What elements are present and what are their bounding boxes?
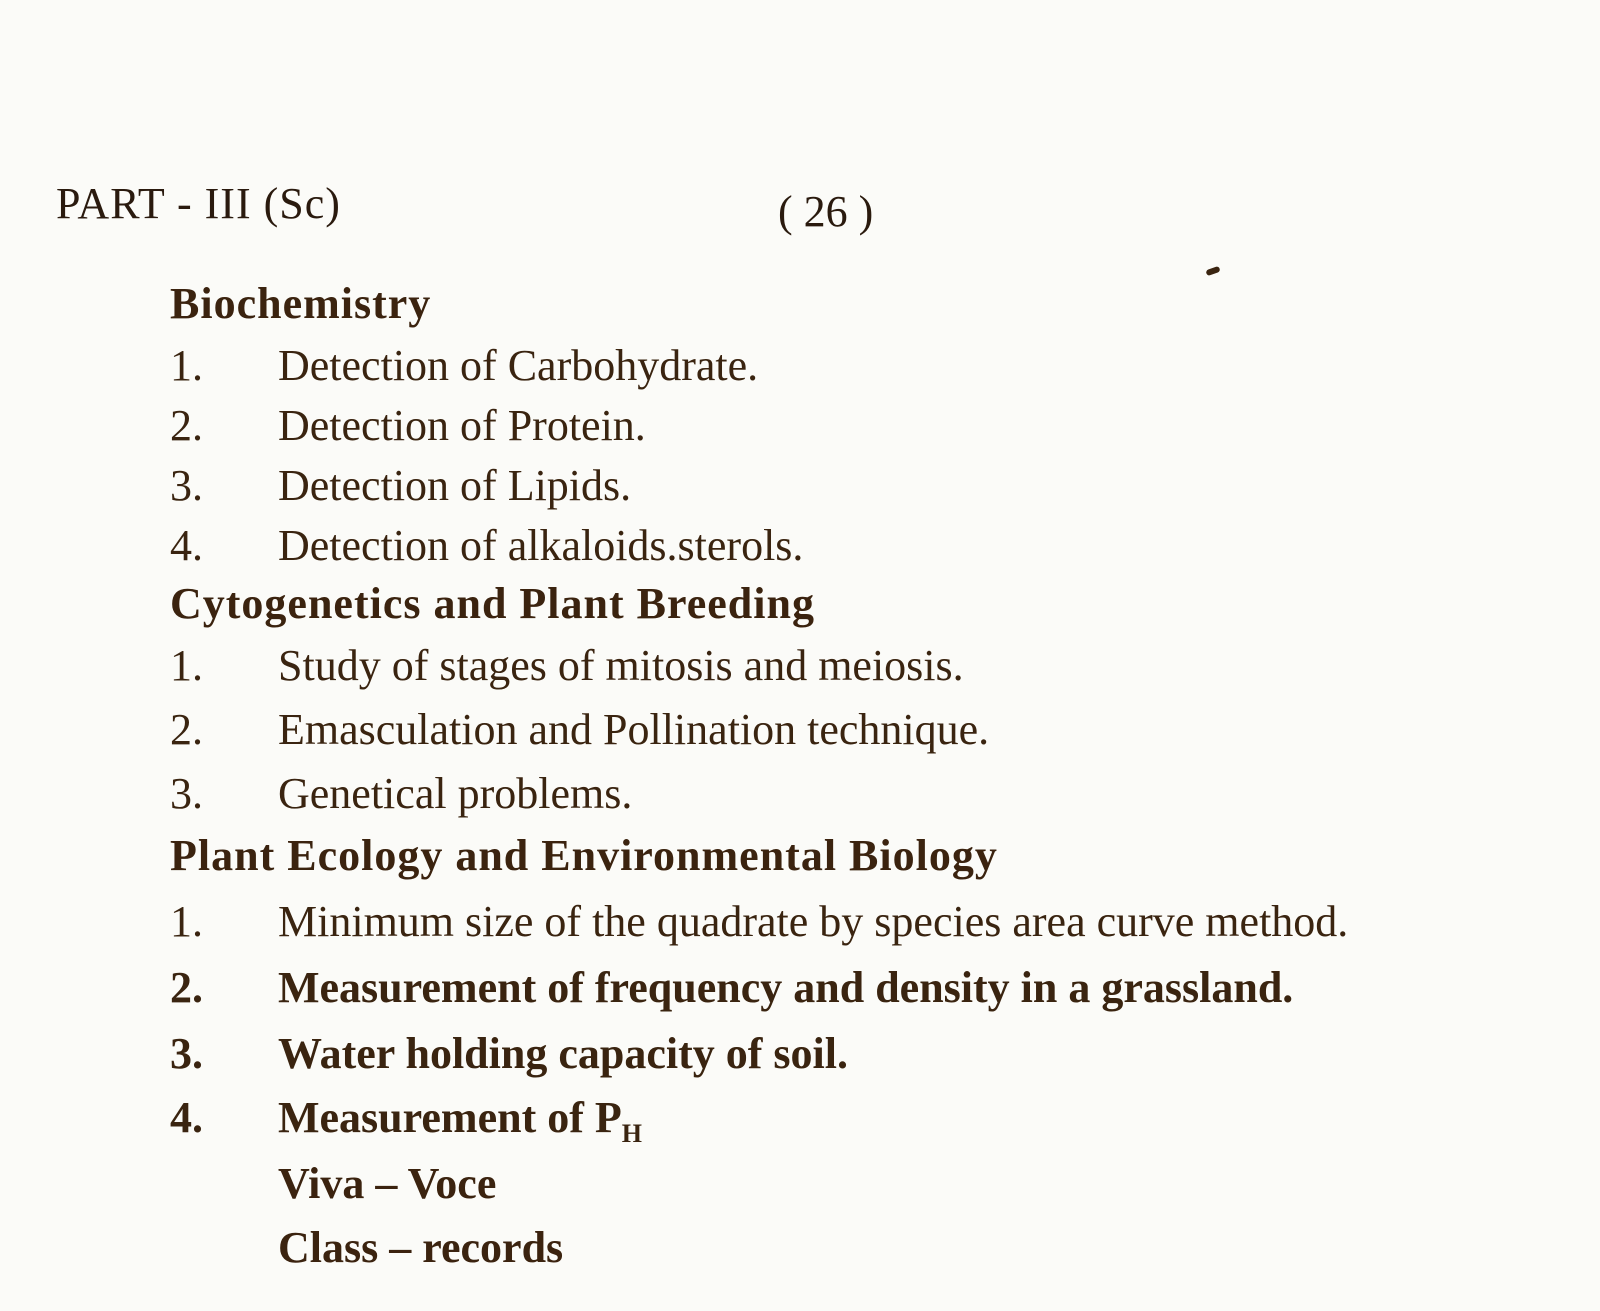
list-item (170, 400, 646, 451)
list-item (170, 896, 1348, 947)
section-title-cytogenetics: Cytogenetics and Plant Breeding (170, 579, 815, 628)
list-item (170, 962, 1293, 1013)
item-number: 3. (170, 769, 203, 818)
item-text: Minimum size of the quadrate by species area curve method. (278, 897, 1349, 946)
item-text: Detection of Lipids. (278, 461, 632, 510)
item-text (278, 1092, 642, 1149)
item-number: 2. (170, 705, 203, 754)
item-number: 4. (170, 1093, 203, 1142)
item-number: 4. (170, 521, 203, 570)
item-number: 1. (170, 897, 203, 946)
item-number: 3. (170, 461, 203, 510)
list-item (170, 704, 989, 755)
page-number: ( 26 ) (778, 187, 874, 236)
item-number: 2. (170, 401, 203, 450)
list-item (170, 520, 803, 571)
item-text: Study of stages of mitosis and meiosis. (278, 641, 964, 690)
item-number: 1. (170, 641, 203, 690)
item-text: Detection of Carbohydrate. (278, 341, 759, 390)
item-text-main: Measurement of P (278, 1093, 622, 1142)
ink-speck (1205, 266, 1220, 276)
item-number: 2. (170, 963, 203, 1012)
item-text: Measurement of frequency and density in a grassland. (278, 963, 1294, 1012)
list-item (170, 640, 964, 691)
section-title-plant-ecology: Plant Ecology and Environmental Biology (170, 831, 998, 880)
section-title-biochemistry: Biochemistry (170, 279, 432, 328)
list-item (170, 460, 631, 511)
list-item (170, 1092, 642, 1149)
list-item (170, 340, 758, 391)
list-item (170, 768, 632, 819)
list-item (170, 1028, 848, 1079)
part-label: PART - III (Sc) (56, 179, 341, 228)
item-number: 1. (170, 341, 203, 390)
item-text: Water holding capacity of soil. (278, 1029, 848, 1078)
item-text: Genetical problems. (278, 769, 633, 818)
class-records: Class – records (278, 1223, 564, 1272)
viva-voce: Viva – Voce (278, 1159, 497, 1208)
item-text: Emasculation and Pollination technique. (278, 705, 990, 754)
item-number: 3. (170, 1029, 203, 1078)
item-text: Detection of alkaloids.sterols. (278, 521, 804, 570)
subscript-h: H (621, 1118, 642, 1148)
item-text: Detection of Protein. (278, 401, 646, 450)
